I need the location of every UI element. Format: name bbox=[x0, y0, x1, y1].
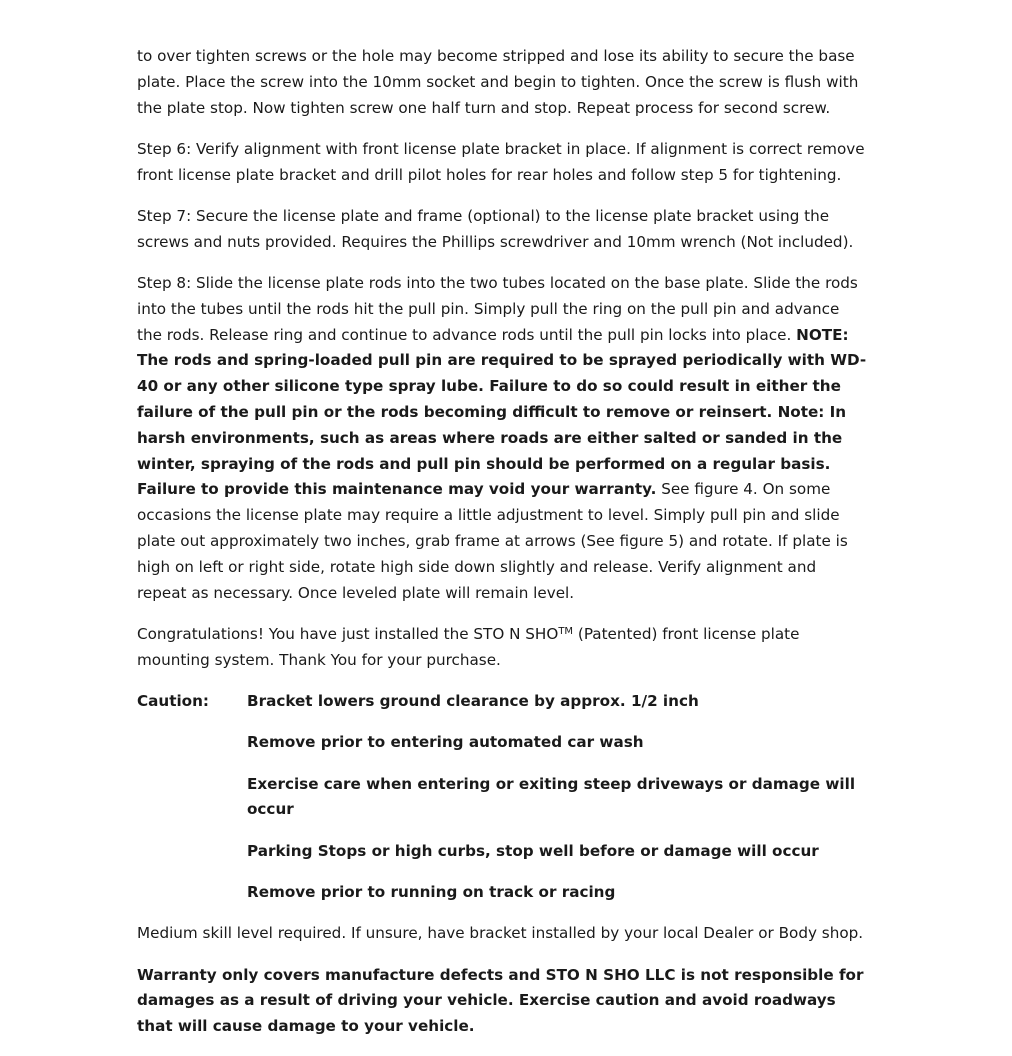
step-8-intro: Step 8: Slide the license plate rods into the two tubes located on the base plate. Slide the rods into the tubes until the rods hit the pull pin. Simply pull the ring on the pull pin and advance the rods. Release ring and continue to advance rods until the pull pin locks into place. bbox=[137, 274, 858, 344]
caution-row-2 bbox=[137, 730, 867, 756]
caution-item: Remove prior to running on track or racing bbox=[247, 883, 616, 902]
paragraph-congratulations bbox=[137, 622, 867, 674]
paragraph-skill-level: Medium skill level required. If unsure, have bracket installed by your local Dealer or Body shop. bbox=[137, 924, 864, 943]
congrats-text-start: Congratulations! You have just installed the STO N SHO bbox=[137, 624, 559, 643]
caution-item: Remove prior to entering automated car wash bbox=[247, 733, 644, 752]
caution-row-4 bbox=[137, 839, 867, 865]
caution-row-1 bbox=[137, 689, 867, 715]
congrats-text-end: (Patented) front license plate mounting system. Thank You for your purchase. bbox=[137, 624, 800, 669]
caution-row-3 bbox=[137, 772, 867, 824]
step-8-maintenance-note: NOTE: The rods and spring-loaded pull pin are required to be sprayed periodically with WD-40 or any other silicone type spray lube. Failure to do so could result in either the failure of the pull pin or the rods becoming difficult to remove or reinsert. Note: In harsh environments, such as areas where roads are either salted or sanded in the winter, spraying of the rods and pull pin should be performed on a regular basis. Failure to provide this maintenance may void your warranty. bbox=[137, 325, 867, 499]
paragraph-screw-tightening: to over tighten screws or the hole may become stripped and lose its ability to secure the base plate. Place the screw into the 10mm socket and begin to tighten. Once the screw is flush with the plate stop. Now tighten screw one half turn and stop. Repeat process for second screw. bbox=[137, 47, 859, 117]
caution-row-5 bbox=[137, 880, 867, 906]
document-page bbox=[137, 44, 867, 1056]
paragraph-step-7: Step 7: Secure the license plate and frame (optional) to the license plate bracket using the screws and nuts provided. Requires the Phillips screwdriver and 10mm wrench (Not included). bbox=[137, 206, 854, 251]
caution-item: Parking Stops or high curbs, stop well before or damage will occur bbox=[247, 841, 819, 860]
paragraph-step-8 bbox=[137, 271, 867, 606]
paragraph-warranty: Warranty only covers manufacture defects and STO N SHO LLC is not responsible for damages as a result of driving your vehicle. Exercise caution and avoid roadways that will cause damage to your vehicle. bbox=[137, 965, 864, 1036]
caution-item: Bracket lowers ground clearance by approx. 1/2 inch bbox=[247, 692, 699, 711]
step-8-leveling: See figure 4. On some occasions the license plate may require a little adjustment to level. Simply pull pin and slide plate out approximately two inches, grab frame at arrows (See figure 5) and rotate. If plate is high on left or right side, rotate high side down slightly and release. Verify alignment and repeat as necessary. Once leveled plate will remain level. bbox=[137, 480, 848, 602]
paragraph-step-6: Step 6: Verify alignment with front license plate bracket in place. If alignment is correct remove front license plate bracket and drill pilot holes for rear holes and follow step 5 for tightening. bbox=[137, 139, 865, 184]
trademark-superscript: TM bbox=[558, 625, 574, 637]
caution-label: Caution: bbox=[137, 692, 209, 711]
caution-item: Exercise care when entering or exiting steep driveways or damage will occur bbox=[247, 774, 856, 819]
